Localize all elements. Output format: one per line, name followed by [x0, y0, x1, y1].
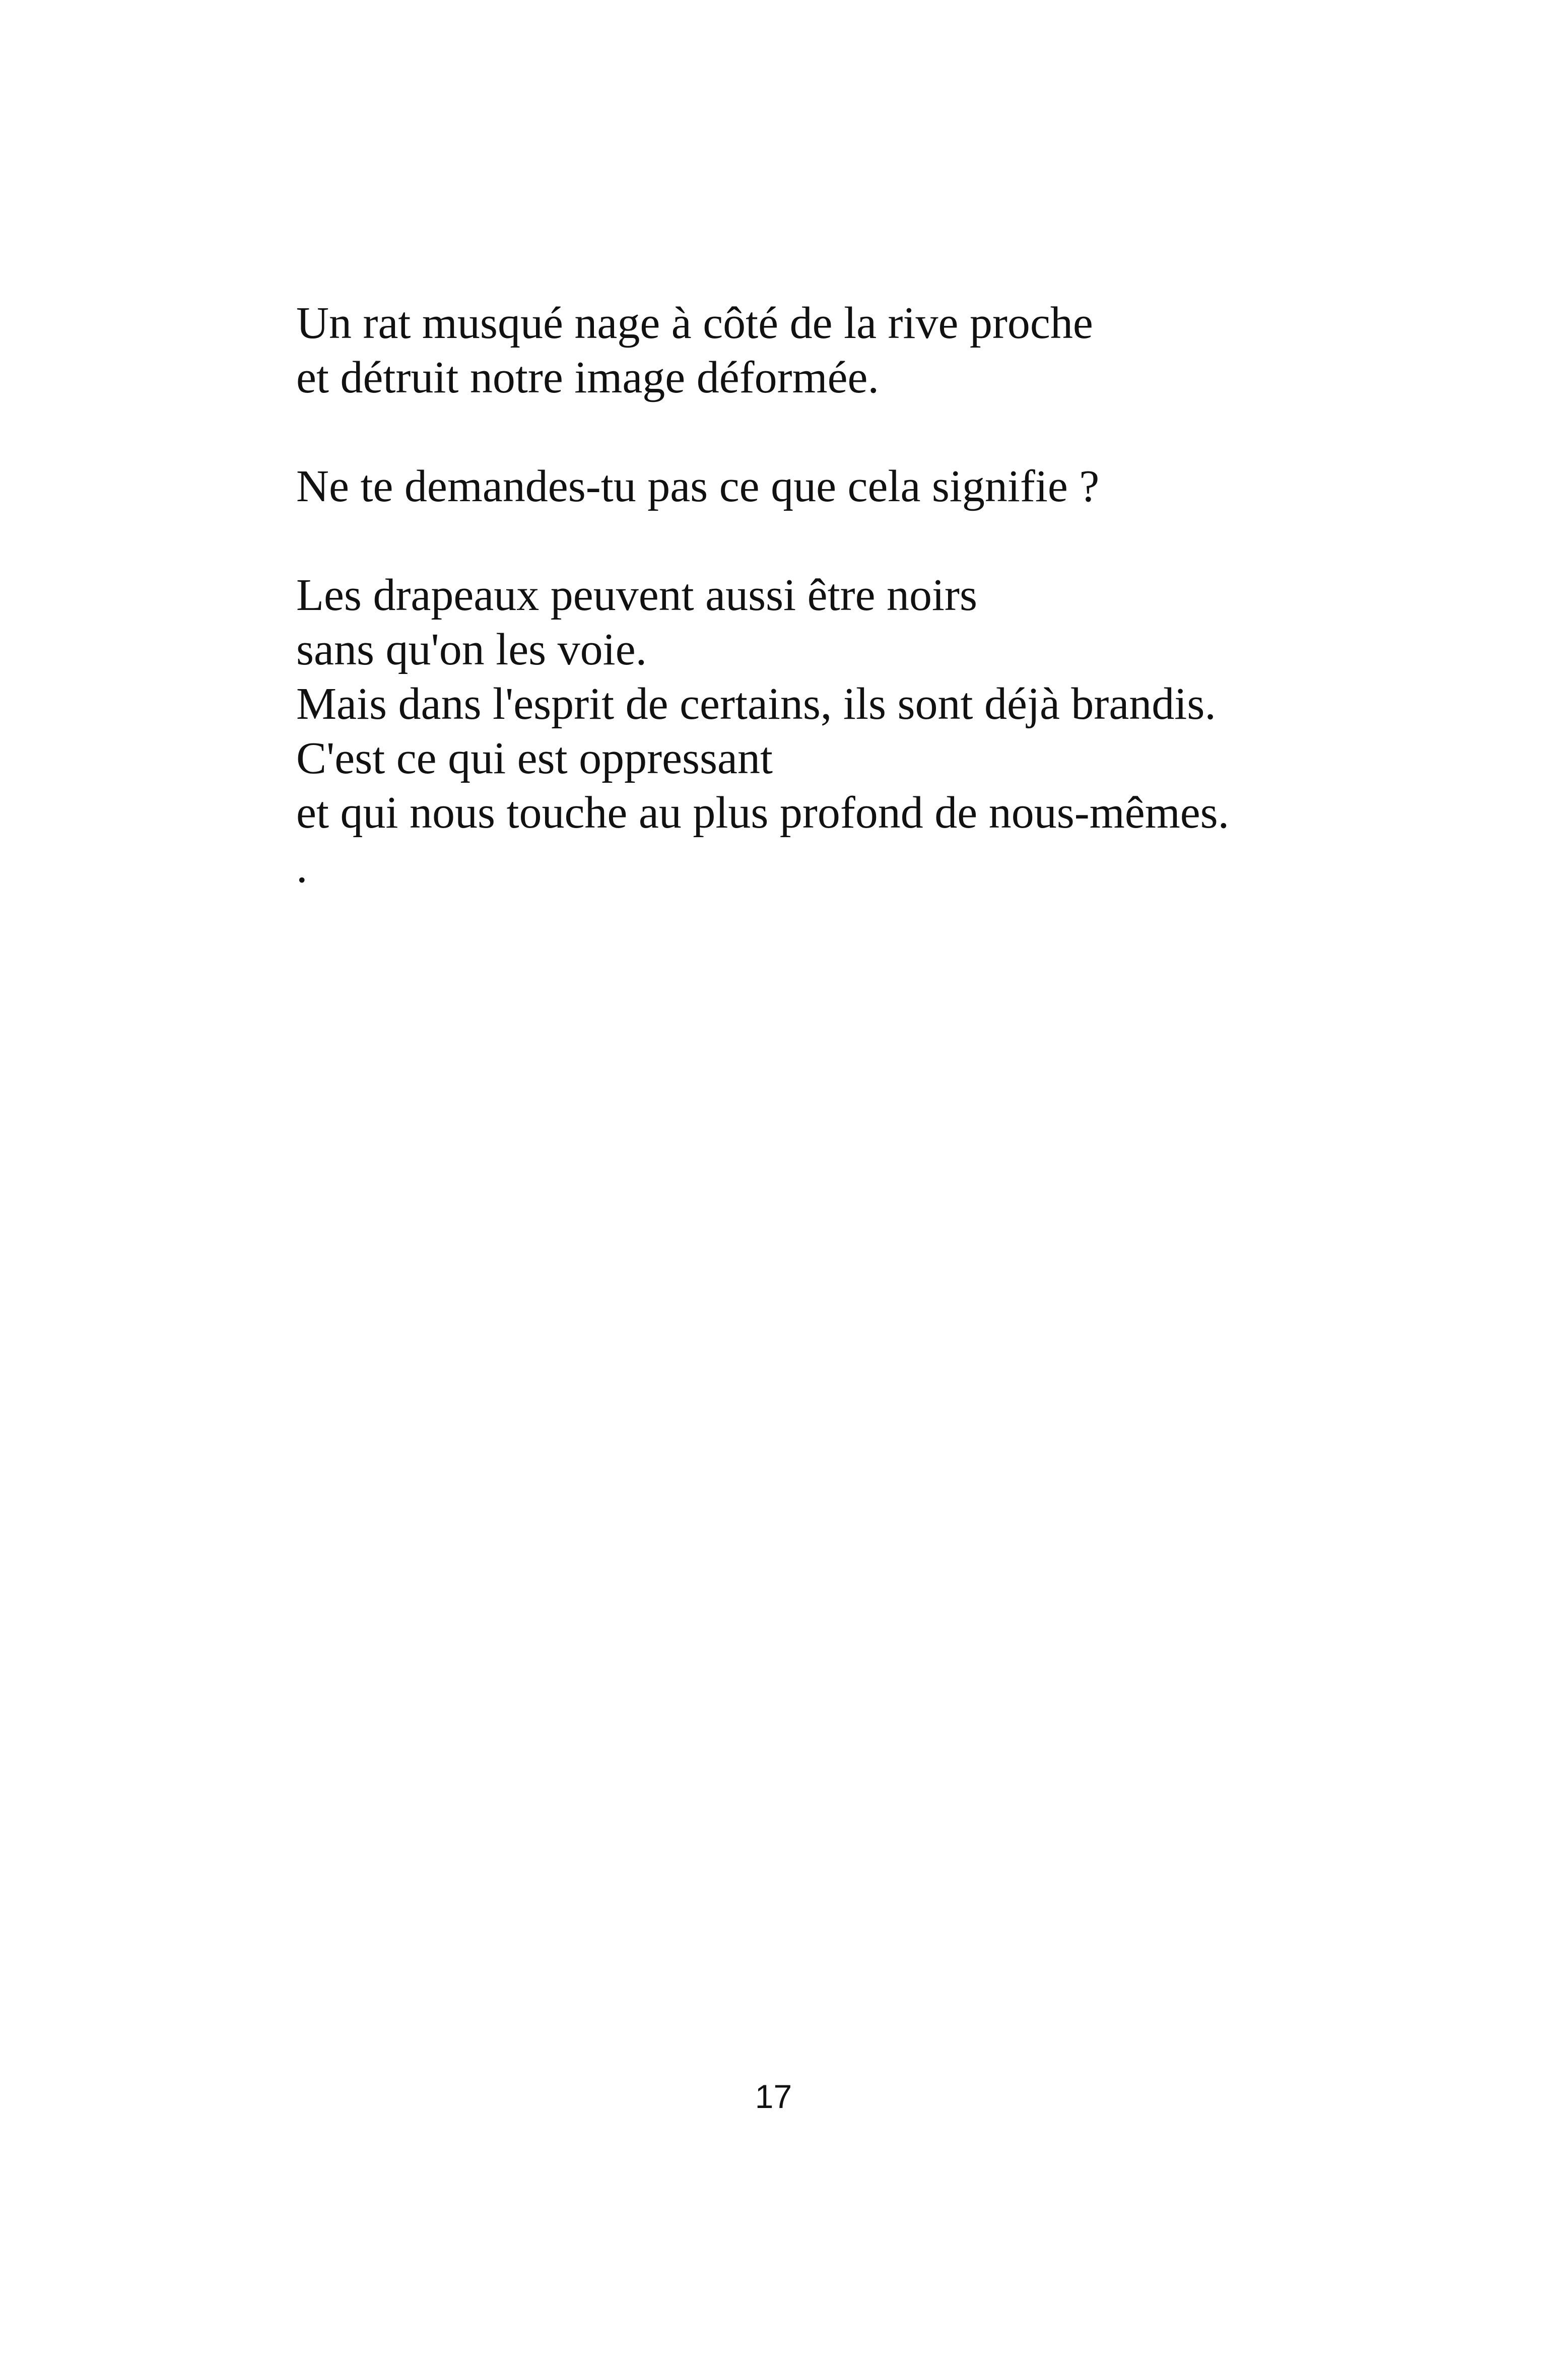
stanza-2: [296, 459, 1354, 514]
poem-line: sans qu'on les voie.: [296, 625, 647, 674]
poem-line: Un rat musqué nage à côté de la rive proche: [296, 298, 1093, 348]
poem-line: Les drapeaux peuvent aussi être noirs: [296, 570, 978, 620]
stanza-3: [296, 568, 1354, 895]
page-number: 17: [755, 2078, 792, 2115]
poem-body: [296, 296, 1354, 949]
poem-line: .: [296, 842, 308, 892]
poem-line: Mais dans l'esprit de certains, ils sont déjà brandis.: [296, 679, 1216, 729]
poem-line: et détruit notre image déformée.: [296, 353, 879, 402]
poem-line: C'est ce qui est oppressant: [296, 733, 773, 783]
poem-line: Ne te demandes-tu pas ce que cela signifie ?: [296, 461, 1100, 511]
stanza-1: [296, 296, 1354, 405]
poem-line: et qui nous touche au plus profond de nous-mêmes.: [296, 788, 1230, 838]
